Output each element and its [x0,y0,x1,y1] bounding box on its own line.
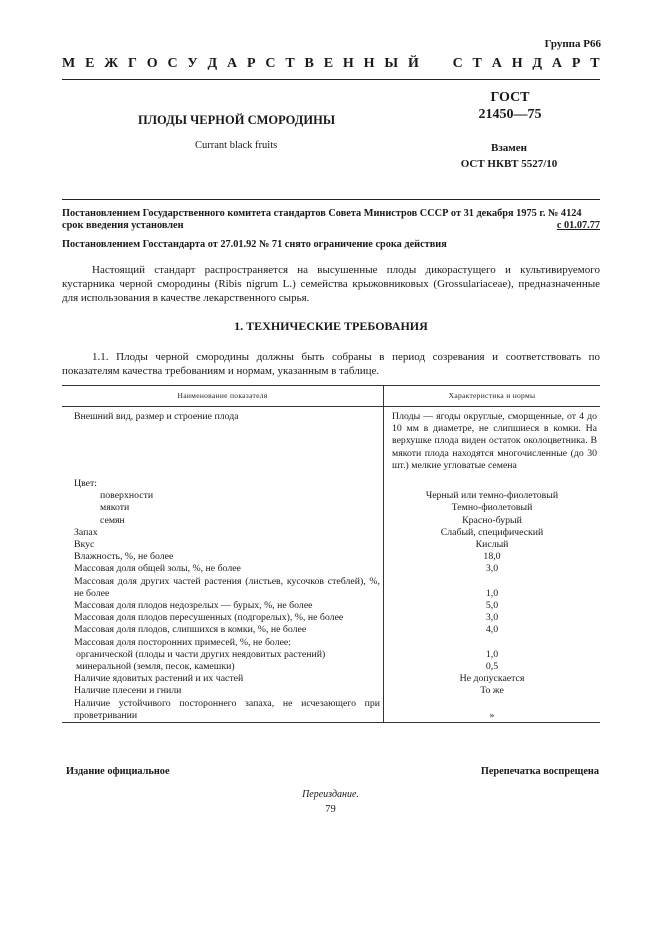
table-row [62,551,600,563]
title-russian: ПЛОДЫ ЧЕРНОЙ СМОРОДИНЫ [138,113,336,127]
replaces-block [444,140,574,172]
title-english: Currant black fruits [195,140,278,151]
banner-letter: Н [511,56,523,71]
decree-line-2 [62,220,600,232]
row-name: органической (плоды и части других неядовитых растений) [62,649,384,661]
reprint-note: Перепечатка воспрещена [480,766,599,777]
intro-paragraph: Настоящий стандарт распространяется на высушенные плоды дикорастущего и культивируемого кустарника черной смородины (Ribis nigrum L.) семейства крыжовниковых (Grossulariaceae), предназначенные для использования в качестве лекарственного сырья. [62,264,600,304]
title-rule [62,199,600,200]
banner-letter: Н [363,56,375,71]
banner-letter: Ж [104,56,119,71]
standard-banner [62,56,600,72]
decree-line-3: Постановлением Госстандарта от 27.01.92 № 71 снято ограничение срока действия [62,239,447,250]
row-name: Массовая доля плодов, слипшихся в комки, %, не более [62,624,384,636]
table-row [62,490,600,502]
table-row [62,649,600,661]
row-name: Наличие ядовитых растений и их частей [62,673,384,685]
header-rule [62,79,600,80]
table-row [62,637,600,649]
row-name: Массовая доля посторонних примесей, %, не более: [62,637,384,649]
row-name: мякоти [62,502,384,514]
table-row [62,698,600,723]
banner-letter: Т [472,56,482,71]
row-name: Запах [62,527,384,539]
row-value: 1,0 [485,648,499,660]
reissue-note: Переиздание. [302,789,359,800]
replaces-label: Взамен [491,142,527,154]
decree-line-1: Постановлением Государственного комитета стандартов Совета Министров СССР от 31 декабря 1975 г. № 4124 [62,208,582,219]
table-row [62,624,600,636]
gost-label: ГОСТ [490,90,530,105]
row-name: Наличие плесени и гнили [62,685,384,697]
row-value: Не допускается [459,673,525,685]
row-value [384,637,601,649]
group-code: Группа Р66 [544,38,601,50]
banner-letter: Т [285,56,295,71]
row-value: » [384,698,601,723]
table-row [62,527,600,539]
row-name: Наличие устойчивого постороннего запаха, не исчезающего при проветривании [62,698,384,723]
row-name: поверхности [62,490,384,502]
row-name: Массовая доля общей золы, %, не более [62,563,384,575]
banner-letter: Е [85,56,95,71]
section-title: 1. ТЕХНИЧЕСКИЕ ТРЕБОВАНИЯ [234,319,428,333]
row-value: То же [480,685,504,697]
row-value: 3,0 [485,563,499,575]
row-name: минеральной (земля, песок, камешки) [62,661,384,673]
banner-letter: Н [342,56,354,71]
requirements-table [62,385,600,723]
row-value: 3,0 [485,612,499,624]
banner-letter: О [146,56,158,71]
row-value: Плоды — ягоды округлые, сморщенные, от 4 до 10 мм в диаметре, не слипшиеся в комки. На верхушке плода виден остаток околоцветника. В мякоти плода находятся многочисленные (до 30 шт.) мелкие угловатые семена [392,411,597,471]
table-header-value: Характеристика и нормы [384,386,601,407]
row-value: Красно-бурый [462,514,522,526]
row-value: 5,0 [485,600,499,612]
row-value: Темно-фиолетовый [451,502,533,514]
edition-note: Издание официальное [66,766,170,777]
row-value: 4,0 [485,624,499,636]
decree-effective-date: с 01.07.77 [556,220,600,231]
table-row [62,502,600,514]
row-value: Кислый [475,539,509,551]
table-row [62,539,600,551]
row-name: Массовая доля плодов пересушенных (подгорелых), %, не более [62,612,384,624]
banner-letter: С [265,56,276,71]
table-row [62,600,600,612]
row-value: 0,5 [485,661,499,673]
banner-letter: Т [590,56,600,71]
row-name: Влажность, %, не более [62,551,384,563]
banner-letter: Г [127,56,137,71]
banner-letter: В [304,56,314,71]
banner-letter: Д [207,56,218,71]
row-value: Черный или темно-фиолетовый [425,490,559,502]
replaces-value: ОСТ НКВТ 5527/10 [460,158,558,170]
banner-letter: А [551,56,563,71]
decree-block [62,208,600,232]
row-value: Слабый, специфический [440,526,544,538]
clause-paragraph: 1.1. Плоды черной смородины должны быть собраны в период созревания и соответствовать по показателям качества требованиям и нормам, указанным в таблице. [62,351,600,377]
banner-letter: М [62,56,76,71]
gost-block [470,89,550,123]
banner-letter: Е [323,56,334,71]
table-row [62,576,600,600]
row-value [384,472,601,490]
banner-gap [429,56,443,72]
row-name: семян [62,515,384,527]
banner-letter: Ы [384,56,399,71]
table-row [62,515,600,527]
table-header-name: Наименование показателя [62,386,384,407]
banner-letter: С [452,56,463,71]
table-header-row [62,386,600,407]
row-value: 18,0 [483,551,501,563]
banner-letter: Д [532,56,543,71]
table-row [62,685,600,697]
banner-letter: Р [246,56,256,71]
banner-letter: А [491,56,502,71]
banner-letter: А [227,56,238,71]
table-row [62,472,600,490]
table-row [62,612,600,624]
table-row [62,673,600,685]
row-name: Внешний вид, размер и строение плода [62,407,384,473]
banner-letter: У [187,56,198,71]
page-number: 79 [325,804,336,815]
table-row [62,661,600,673]
banner-letter: С [167,56,178,71]
banner-letter: Й [407,56,419,71]
row-name: Цвет: [62,472,384,490]
table-row [62,563,600,575]
table-row [62,407,600,473]
gost-number: 21450—75 [478,107,542,122]
decree-effective-label: срок введения установлен [62,220,184,231]
row-value: 1,0 [485,587,499,599]
row-name: Вкус [62,539,384,551]
banner-letter: Р [571,56,581,71]
row-name: Массовая доля других частей растения (листьев, кусочков стеблей), %, не более [62,576,384,600]
row-name: Массовая доля плодов недозрелых — бурых, %, не более [62,600,384,612]
